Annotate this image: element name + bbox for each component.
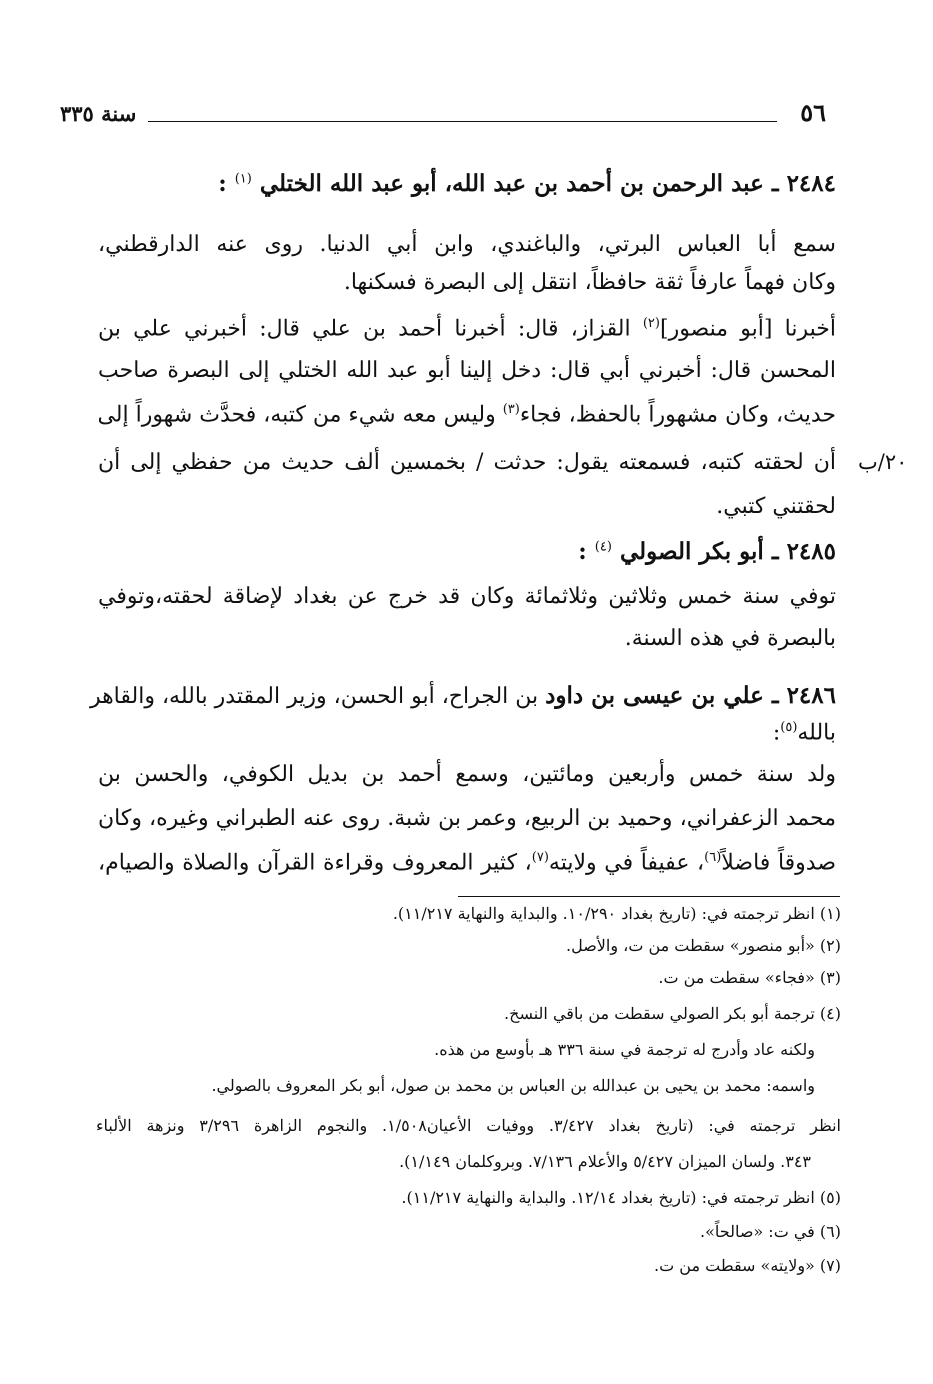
entry-2486-heading bbox=[89, 682, 836, 709]
body-text: أخبرنا [أبو منصور] bbox=[659, 316, 836, 342]
body-line: بالبصرة في هذه السنة. bbox=[624, 626, 836, 651]
footnote: ولكنه عاد وأدرج له ترجمة في سنة ٣٣٦ هـ بأوسع من هذه. bbox=[434, 1040, 815, 1059]
body-line: ولد سنة خمس وأربعين ومائتين، وسمع أحمد بن بديل الكوفي، والحسن بن bbox=[98, 762, 836, 787]
margin-folio-note: ٢٠/ب bbox=[858, 450, 908, 474]
footnote: (٦) في ت: «صالحاً». bbox=[700, 1222, 841, 1241]
footnote: (٧) «ولايته» سقطت من ت. bbox=[654, 1256, 841, 1275]
footnote-ref: (٢) bbox=[642, 316, 660, 331]
body-text: ، عفيفاً في ولايته bbox=[548, 850, 705, 876]
footnote: (٣) «فجاء» سقطت من ت. bbox=[658, 968, 841, 987]
entry-2485-heading bbox=[578, 538, 836, 565]
footnote-ref: (٦) bbox=[704, 850, 722, 865]
body-line bbox=[98, 850, 836, 875]
body-line: أن لحقته كتبه، فسمعته يقول: حدثت / بخمسين ألف حديث من حفظي إلى أن bbox=[98, 450, 836, 475]
heading-colon: : bbox=[578, 538, 587, 565]
footnote: (٥) انظر ترجمته في: (تاريخ بغداد ١٢/١٤. والبداية والنهاية ١١/٢١٧). bbox=[401, 1188, 841, 1207]
footnote-ref: (٥) bbox=[780, 720, 798, 735]
body-line: سمع أبا العباس البرتي، والباغندي، وابن أبي الدنيا. روى عنه الدارقطني، bbox=[98, 232, 836, 257]
footnote: (١) انظر ترجمته في: (تاريخ بغداد ١٠/٢٩٠. والبداية والنهاية ١١/٢١٧). bbox=[392, 904, 841, 923]
body-line: محمد الزعفراني، وحميد بن الربيع، وعمر بن شبة. روى عنه الطبراني وغيره، وكان bbox=[98, 806, 836, 831]
entry-2484-heading bbox=[218, 170, 836, 197]
heading-colon: : bbox=[772, 720, 781, 746]
footnote-ref: (٧) bbox=[531, 850, 549, 865]
body-line: المحسن قال: أخبرني أبي قال: دخل إلينا أبو عبد الله الختلي إلى البصرة صاحب bbox=[98, 358, 836, 383]
body-line: وكان فهماً عارفاً ثقة حافظاً، انتقل إلى البصرة فسكنها. bbox=[343, 270, 836, 295]
page-number: ٥٦ bbox=[800, 98, 826, 127]
body-text: بالله bbox=[797, 720, 836, 746]
footnote: انظر ترجمته في: (تاريخ بغداد ٣/٤٢٧. ووفيات الأعيان١/٥٠٨. والنجوم الزاهرة ٣/٢٩٦ ونزهة الألباء bbox=[96, 1116, 841, 1135]
entry-heading-text: ٢٤٨٤ ـ عبد الرحمن بن أحمد بن عبد الله، أبو عبد الله الختلي bbox=[259, 170, 836, 197]
footnote: واسمه: محمد بن يحيى بن عبدالله بن العباس بن محمد بن صول، أبو بكر المعروف بالصولي. bbox=[211, 1076, 815, 1095]
footnote: (٤) ترجمة أبو بكر الصولي سقطت من باقي النسخ. bbox=[504, 1004, 841, 1023]
body-text: ، كثير المعروف وقراءة القرآن والصلاة والصيام، bbox=[98, 850, 532, 876]
footnote: ٣٤٣. ولسان الميزان ٥/٤٢٧ والأعلام ٧/١٣٦. وبروكلمان ١/١٤٩). bbox=[399, 1152, 811, 1171]
header-rule bbox=[148, 121, 777, 122]
heading-colon: : bbox=[218, 170, 227, 197]
body-line: توفي سنة خمس وثلاثين وثلاثمائة وكان قد خرج عن بغداد لإضاقة لحقته،وتوفي bbox=[98, 584, 836, 609]
body-text: حديث، وكان مشهوراً بالحفظ، فجاء bbox=[519, 402, 836, 428]
entry-heading-text: ٢٤٨٥ ـ أبو بكر الصولي bbox=[619, 538, 836, 565]
footnote-separator bbox=[458, 896, 840, 897]
footnote-ref: (٤) bbox=[594, 539, 612, 555]
body-text: وليس معه شيء من كتبه، فحدَّث شهوراً إلى bbox=[97, 402, 503, 428]
body-text: صدوقاً فاضلاً bbox=[721, 850, 837, 876]
entry-heading-rest: بن الجراح، أبو الحسن، وزير المقتدر بالله، والقاهر bbox=[89, 684, 546, 709]
entry-heading-text: ٢٤٨٦ ـ علي بن عيسى بن داود bbox=[545, 682, 836, 709]
body-line bbox=[98, 316, 836, 341]
footnote-ref: (١) bbox=[234, 171, 252, 187]
body-line bbox=[98, 402, 836, 427]
entry-2486-heading-line2 bbox=[773, 720, 836, 745]
body-line: لحقتني كتبي. bbox=[716, 494, 836, 519]
running-head-year: سنة ٣٣٥ bbox=[60, 101, 137, 126]
footnote-ref: (٣) bbox=[502, 402, 520, 417]
body-text: القزاز، قال: أخبرنا أحمد بن علي قال: أخبرني علي بن bbox=[98, 316, 643, 342]
footnote: (٢) «أبو منصور» سقطت من ت، والأصل. bbox=[565, 936, 841, 955]
